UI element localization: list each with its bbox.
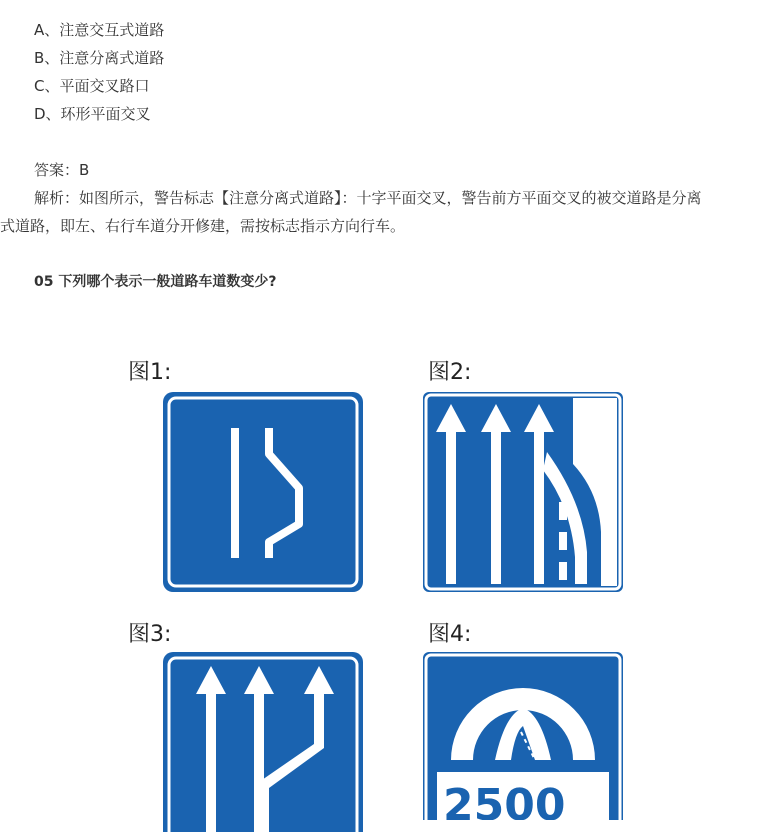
- figure-3-label: 图3:: [128, 622, 172, 647]
- sign-figure-3: [163, 652, 363, 832]
- sign-figure-1: [163, 392, 363, 592]
- option-c: C、平面交叉路口: [34, 77, 150, 95]
- sign-figure-4: [423, 652, 623, 820]
- question-title: 05 下列哪个表示一般道路车道数变少?: [34, 274, 277, 290]
- sign-figure-2: [423, 392, 623, 592]
- tunnel-distance: 2500: [443, 780, 566, 820]
- option-b: B、注意分离式道路: [34, 49, 165, 67]
- option-d: D、环形平面交叉: [34, 105, 151, 123]
- option-a: A、注意交互式道路: [34, 21, 165, 39]
- figure-1-label: 图1:: [128, 360, 172, 385]
- analysis-line-1: 解析：如图所示，警告标志【注意分离式道路】：十字平面交叉，警告前方平面交叉的被交道路是分离: [34, 189, 702, 207]
- figure-2-label: 图2:: [428, 360, 472, 385]
- figure-4-label: 图4:: [428, 622, 472, 647]
- analysis-line-2: 式道路，即左、右行车道分开修建，需按标志指示方向行车。: [0, 217, 406, 235]
- answer: 答案：B: [34, 161, 90, 179]
